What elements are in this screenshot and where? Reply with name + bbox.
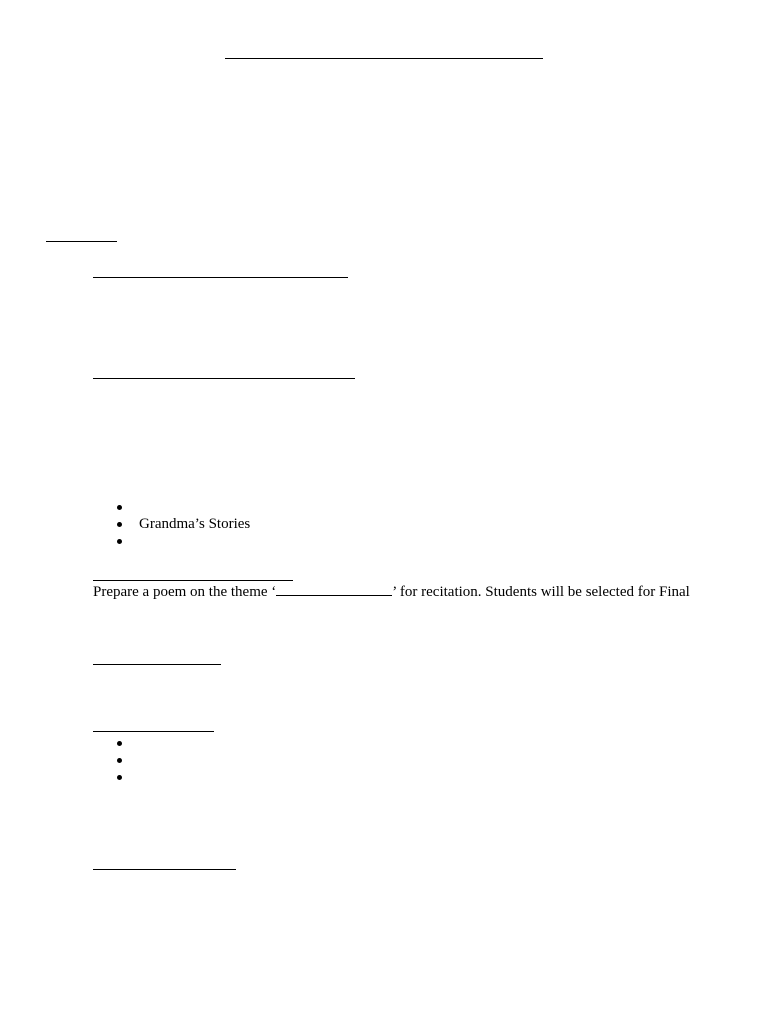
recitation-text-end: ’ for recitation. Students will be selected for Final (392, 584, 690, 600)
bullet-marker (117, 539, 122, 544)
title-rule (225, 58, 543, 59)
section-heading-rule (46, 241, 117, 242)
subheading-rule-1 (93, 277, 348, 278)
subheading-rule-2 (93, 378, 355, 379)
bullet-marker (117, 775, 122, 780)
recitation-heading-rule (93, 580, 293, 581)
subheading-rule-3 (93, 664, 221, 665)
theme-blank (276, 582, 392, 596)
list-item: Grandma’s Stories (139, 516, 251, 532)
bullet-marker (117, 741, 122, 746)
bullet-marker (117, 758, 122, 763)
subheading-rule-4 (93, 731, 214, 732)
bullet-marker (117, 522, 122, 527)
subheading-rule-5 (93, 869, 236, 870)
recitation-text-start: Prepare a poem on the theme ‘ (93, 584, 277, 600)
recitation-paragraph (93, 582, 690, 601)
bullet-marker (117, 505, 122, 510)
